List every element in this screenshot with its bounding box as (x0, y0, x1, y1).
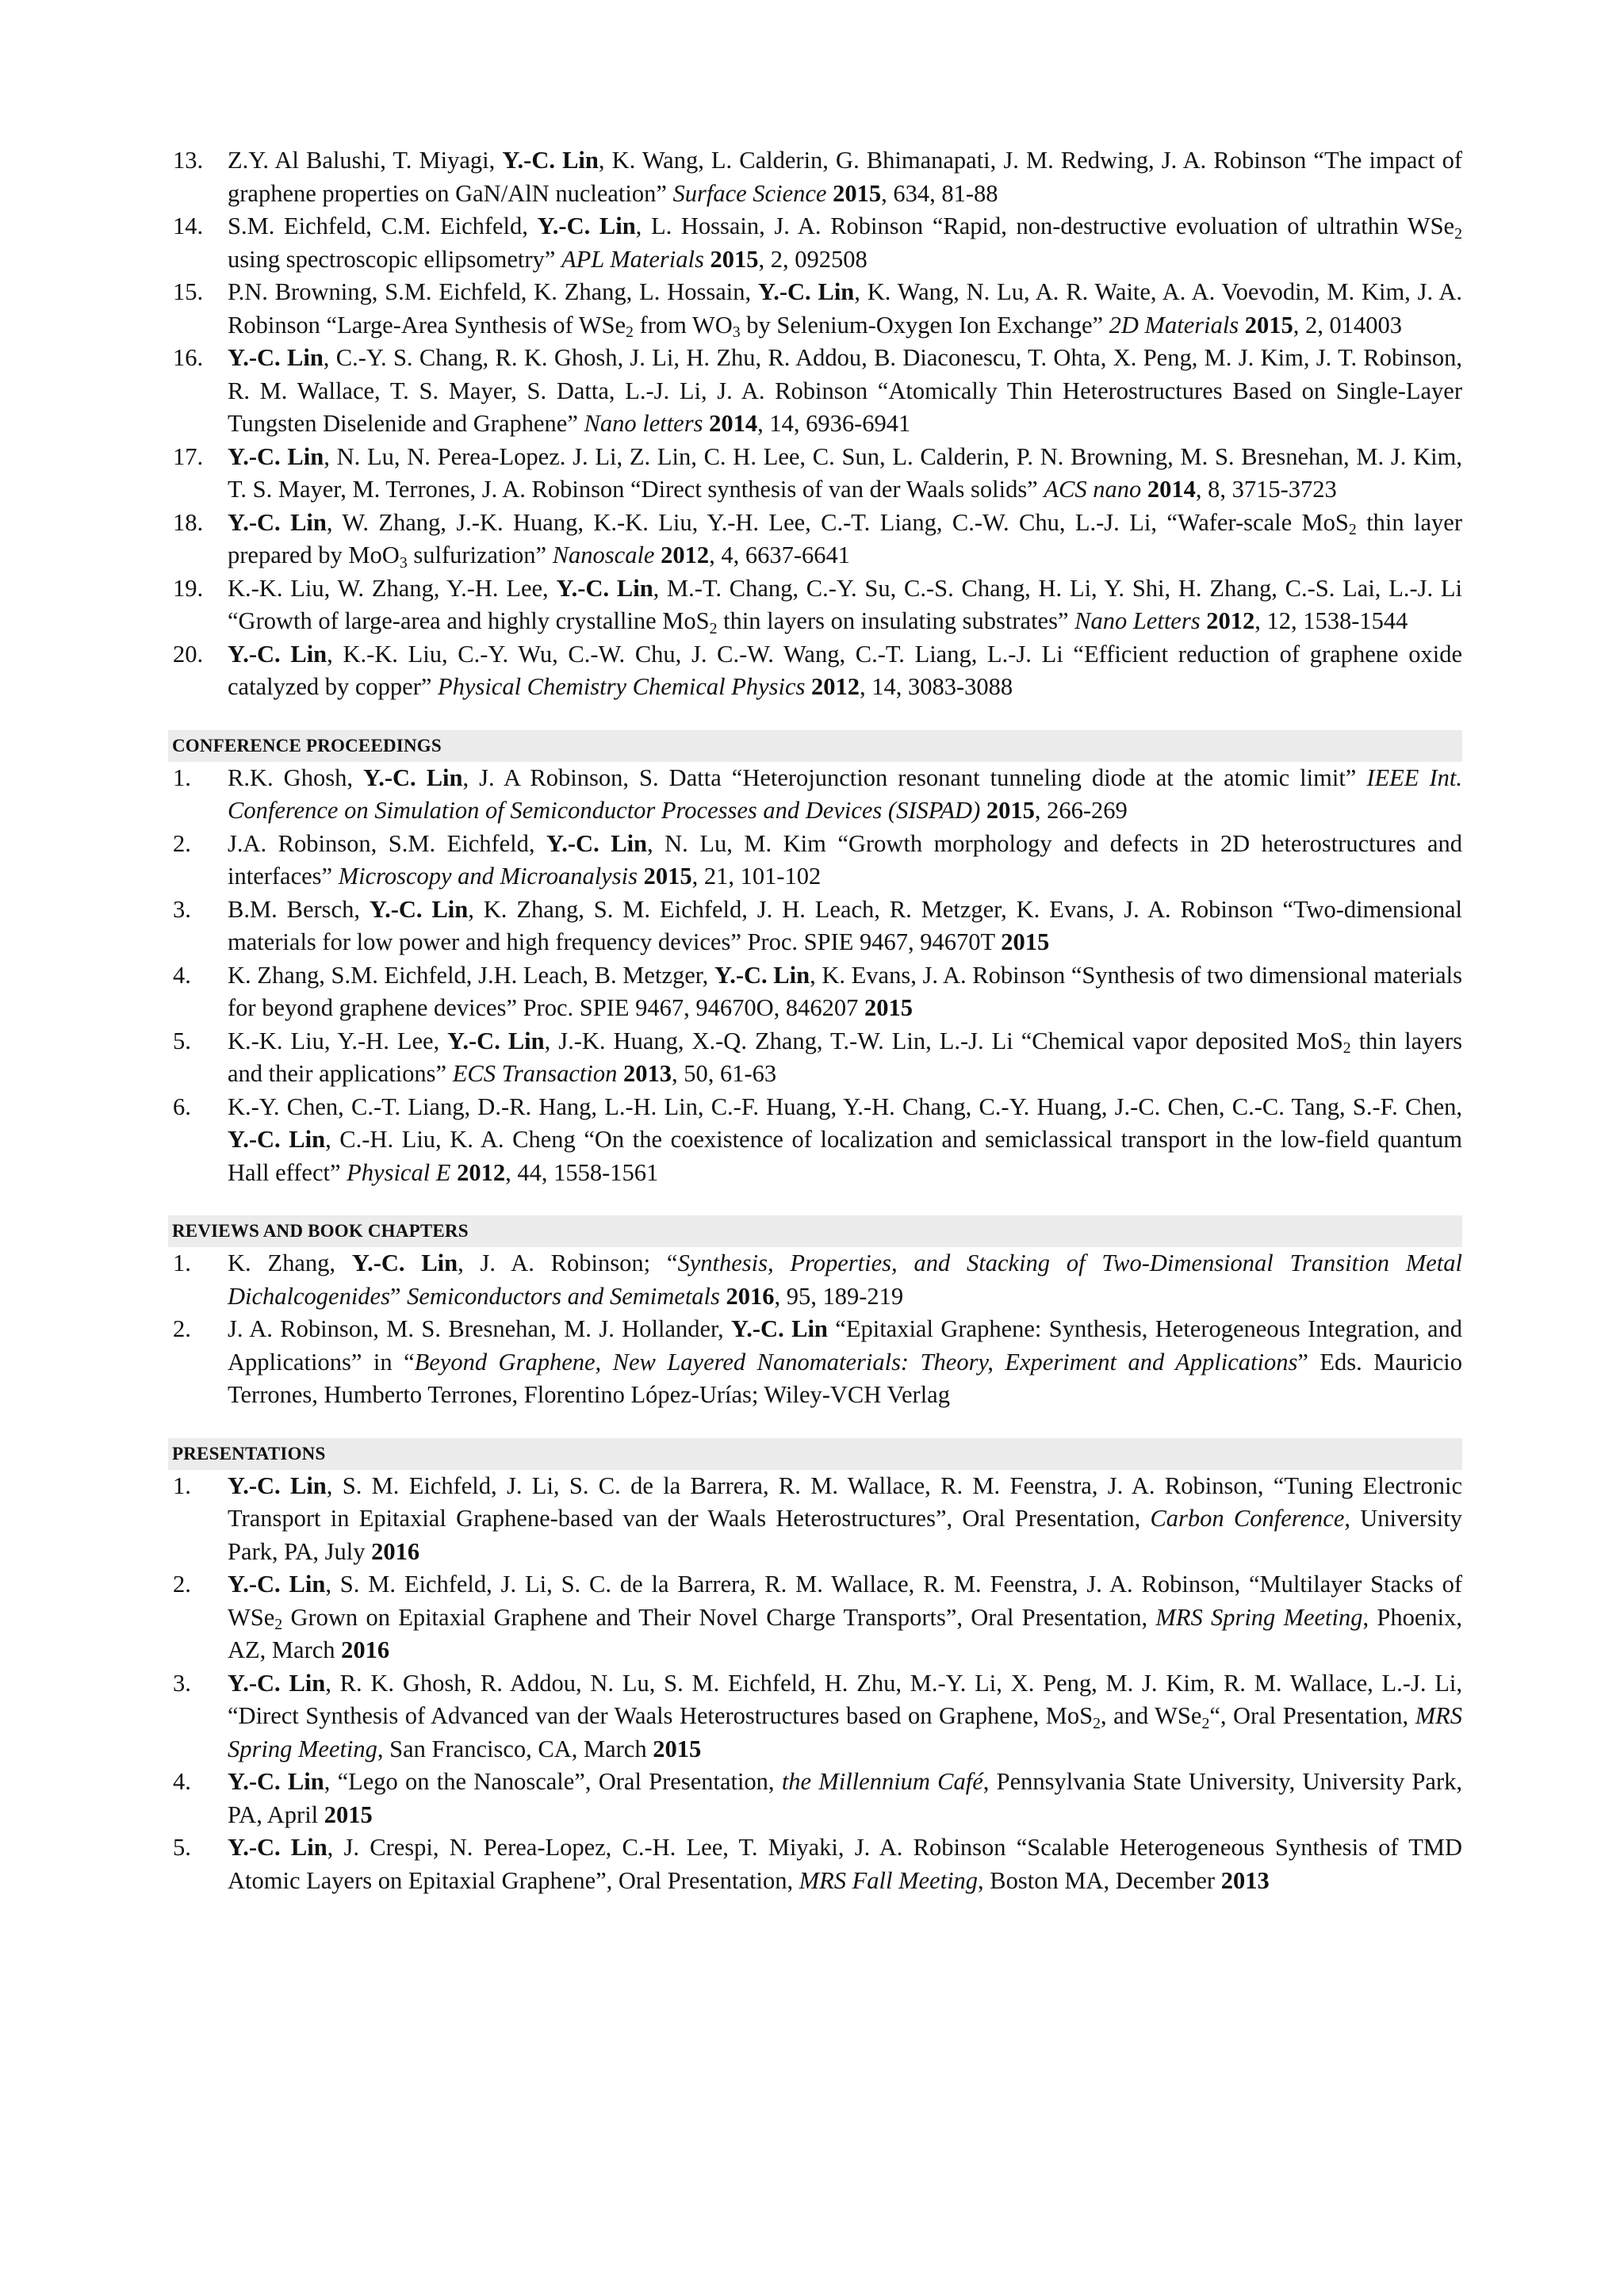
conference-item: 4. K. Zhang, S.M. Eichfeld, J.H. Leach, B. Metzger, Y.-C. Lin, K. Evans, J. A. Robinson “Synthesis of two dimensional materials for beyond graphene devices” Proc. SPIE 9467, 94670O, 846207 2015 (173, 961, 1462, 1021)
section-header-presentations: PRESENTATIONS (168, 1438, 1462, 1470)
publication-item: 19. K.-K. Liu, W. Zhang, Y.-H. Lee, Y.-C. Lin, M.-T. Chang, C.-Y. Su, C.-S. Chang, H. Li, Y. Shi, H. Zhang, C.-S. Lai, L.-J. Li “Growth of large-area and highly crystalline MoS$_2$ thin layers on insulating substrates” Nano Letters 2012, 12, 1538-1544 (173, 574, 1462, 637)
presentation-item: 4. Y.-C. Lin, “Lego on the Nanoscale”, Oral Presentation, the Millennium Café, Pennsylvania State University, University Park, PA, April 2015 (173, 1768, 1462, 1828)
conference-item: 1. R.K. Ghosh, Y.-C. Lin, J. A Robinson, S. Datta “Heterojunction resonant tunneling diode at the atomic limit” IEEE Int. Conference on Simulation of Semiconductor Processes and Devices (SISPAD) 2015, 266-269 (173, 763, 1462, 824)
section-header-conference: CONFERENCE PROCEEDINGS (168, 730, 1462, 762)
presentation-item: 2. Y.-C. Lin, S. M. Eichfeld, J. Li, S. C. de la Barrera, R. M. Wallace, R. M. Feenstra, J. A. Robinson, “Multilayer Stacks of WSe$_2$ Grown on Epitaxial Graphene and Their Novel Charge Transports”, Oral Presentation, MRS Spring Meeting, Phoenix, AZ, March 2016 (173, 1571, 1462, 1663)
review-item: 1. K. Zhang, Y.-C. Lin, J. A. Robinson; “Synthesis, Properties, and Stacking of Two-Dimensional Transition Metal Dichalcogenides” Semiconductors and Semimetals 2016, 95, 189-219 (173, 1249, 1462, 1310)
review-item: 2. J. A. Robinson, M. S. Bresnehan, M. J. Hollander, Y.-C. Lin “Epitaxial Graphene: Synthesis, Heterogeneous Integration, and Applications” in “Beyond Graphene, New Layered Nanomaterials: Theory, Experiment and Applications” Eds. Mauricio Terrones, Humberto Terrones, Florentino López-Urías; Wiley-VCH Verlag (173, 1315, 1462, 1408)
publication-item: 16. Y.-C. Lin, C.-Y. S. Chang, R. K. Ghosh, J. Li, H. Zhu, R. Addou, B. Diaconescu, T. Ohta, X. Peng, M. J. Kim, J. T. Robinson, R. M. Wallace, T. S. Mayer, S. Datta, L.-J. Li, J. A. Robinson “Atomically Thin Heterostructures Based on Single-Layer Tungsten Diselenide and Graphene” Nano letters 2014, 14, 6936-6941 (173, 344, 1462, 437)
conference-item: 3. B.M. Bersch, Y.-C. Lin, K. Zhang, S. M. Eichfeld, J. H. Leach, R. Metzger, K. Evans, J. A. Robinson “Two-dimensional materials for low power and high frequency devices” Proc. SPIE 9467, 94670T 2015 (173, 895, 1462, 955)
conference-item: 6. K.-Y. Chen, C.-T. Liang, D.-R. Hang, L.-H. Lin, C.-F. Huang, Y.-H. Chang, C.-Y. Huang, J.-C. Chen, C.-C. Tang, S.-F. Chen, Y.-C. Lin, C.-H. Liu, K. A. Cheng “On the coexistence of localization and semiclassical transport in the low-field quantum Hall effect” Physical E 2012, 44, 1558-1561 (173, 1093, 1462, 1186)
cv-page (168, 144, 1462, 1897)
section-header-reviews: REVIEWS AND BOOK CHAPTERS (168, 1215, 1462, 1247)
conference-proceedings-list (168, 762, 1462, 1190)
publication-item: 18. Y.-C. Lin, W. Zhang, J.-K. Huang, K.-K. Liu, Y.-H. Lee, C.-T. Liang, C.-W. Chu, L.-J. Li, “Wafer-scale MoS$_2$ thin layer prepared by MoO$_3$ sulfurization” Nanoscale 2012, 4, 6637-6641 (173, 508, 1463, 572)
presentations-list (168, 1470, 1462, 1898)
conference-item: 2. J.A. Robinson, S.M. Eichfeld, Y.-C. Lin, N. Lu, M. Kim “Growth morphology and defects in 2D heterostructures and interfaces” Microscopy and Microanalysis 2015, 21, 101-102 (173, 829, 1462, 890)
presentation-item: 1. Y.-C. Lin, S. M. Eichfeld, J. Li, S. C. de la Barrera, R. M. Wallace, R. M. Feenstra, J. A. Robinson, “Tuning Electronic Transport in Epitaxial Graphene-based van der Waals Heterostructures”, Oral Presentation, Carbon Conference, University Park, PA, July 2016 (173, 1471, 1462, 1565)
publication-item: 14. S.M. Eichfeld, C.M. Eichfeld, Y.-C. Lin, L. Hossain, J. A. Robinson “Rapid, non-destructive evoluation of ultrathin WSe$_2$ using spectroscopic ellipsometry” APL Materials 2015, 2, 092508 (173, 212, 1462, 273)
publication-item: 17. Y.-C. Lin, N. Lu, N. Perea-Lopez. J. Li, Z. Lin, C. H. Lee, C. Sun, L. Calderin, P. N. Browning, M. S. Bresnehan, M. J. Kim, T. S. Mayer, M. Terrones, J. A. Robinson “Direct synthesis of van der Waals solids” ACS nano 2014, 8, 3715-3723 (173, 442, 1462, 503)
reviews-book-chapters-list (168, 1247, 1462, 1412)
journal-publications-list (168, 144, 1462, 704)
publication-item: 20. Y.-C. Lin, K.-K. Liu, C.-Y. Wu, C.-W. Chu, J. C.-W. Wang, C.-T. Liang, L.-J. Li “Efficient reduction of graphene oxide catalyzed by copper” Physical Chemistry Chemical Physics 2012, 14, 3083-3088 (173, 640, 1462, 700)
publication-item: 15. P.N. Browning, S.M. Eichfeld, K. Zhang, L. Hossain, Y.-C. Lin, K. Wang, N. Lu, A. R. Waite, A. A. Voevodin, M. Kim, J. A. Robinson “Large-Area Synthesis of WSe$_2$ from $WO_3$ by Selenium-Oxygen Ion Exchange” 2D Materials 2015, 2, 014003 (173, 278, 1462, 342)
presentation-item: 5. Y.-C. Lin, J. Crespi, N. Perea-Lopez, C.-H. Lee, T. Miyaki, J. A. Robinson “Scalable Heterogeneous Synthesis of TMD Atomic Layers on Epitaxial Graphene”, Oral Presentation, MRS Fall Meeting, Boston MA, December 2013 (173, 1834, 1462, 1894)
conference-item: 5. K.-K. Liu, Y.-H. Lee, Y.-C. Lin, J.-K. Huang, X.-Q. Zhang, T.-W. Lin, L.-J. Li “Chemical vapor deposited MoS$_2$ thin layers and their applications” ECS Transaction 2013, 50, 61-63 (173, 1027, 1462, 1087)
publication-item: 13. Z.Y. Al Balushi, T. Miyagi, Y.-C. Lin, K. Wang, L. Calderin, G. Bhimanapati, J. M. Redwing, J. A. Robinson “The impact of graphene properties on GaN/AlN nucleation” Surface Science 2015, 634, 81-88 (173, 147, 1462, 207)
presentation-item: 3. Y.-C. Lin, R. K. Ghosh, R. Addou, N. Lu, S. M. Eichfeld, H. Zhu, M.-Y. Li, X. Peng, M. J. Kim, R. M. Wallace, L.-J. Li, “Direct Synthesis of Advanced van der Waals Heterostructures based on Graphene, MoS$_2$, and WSe$_2$“, Oral Presentation, MRS Spring Meeting, San Francisco, CA, March 2015 (173, 1669, 1462, 1762)
